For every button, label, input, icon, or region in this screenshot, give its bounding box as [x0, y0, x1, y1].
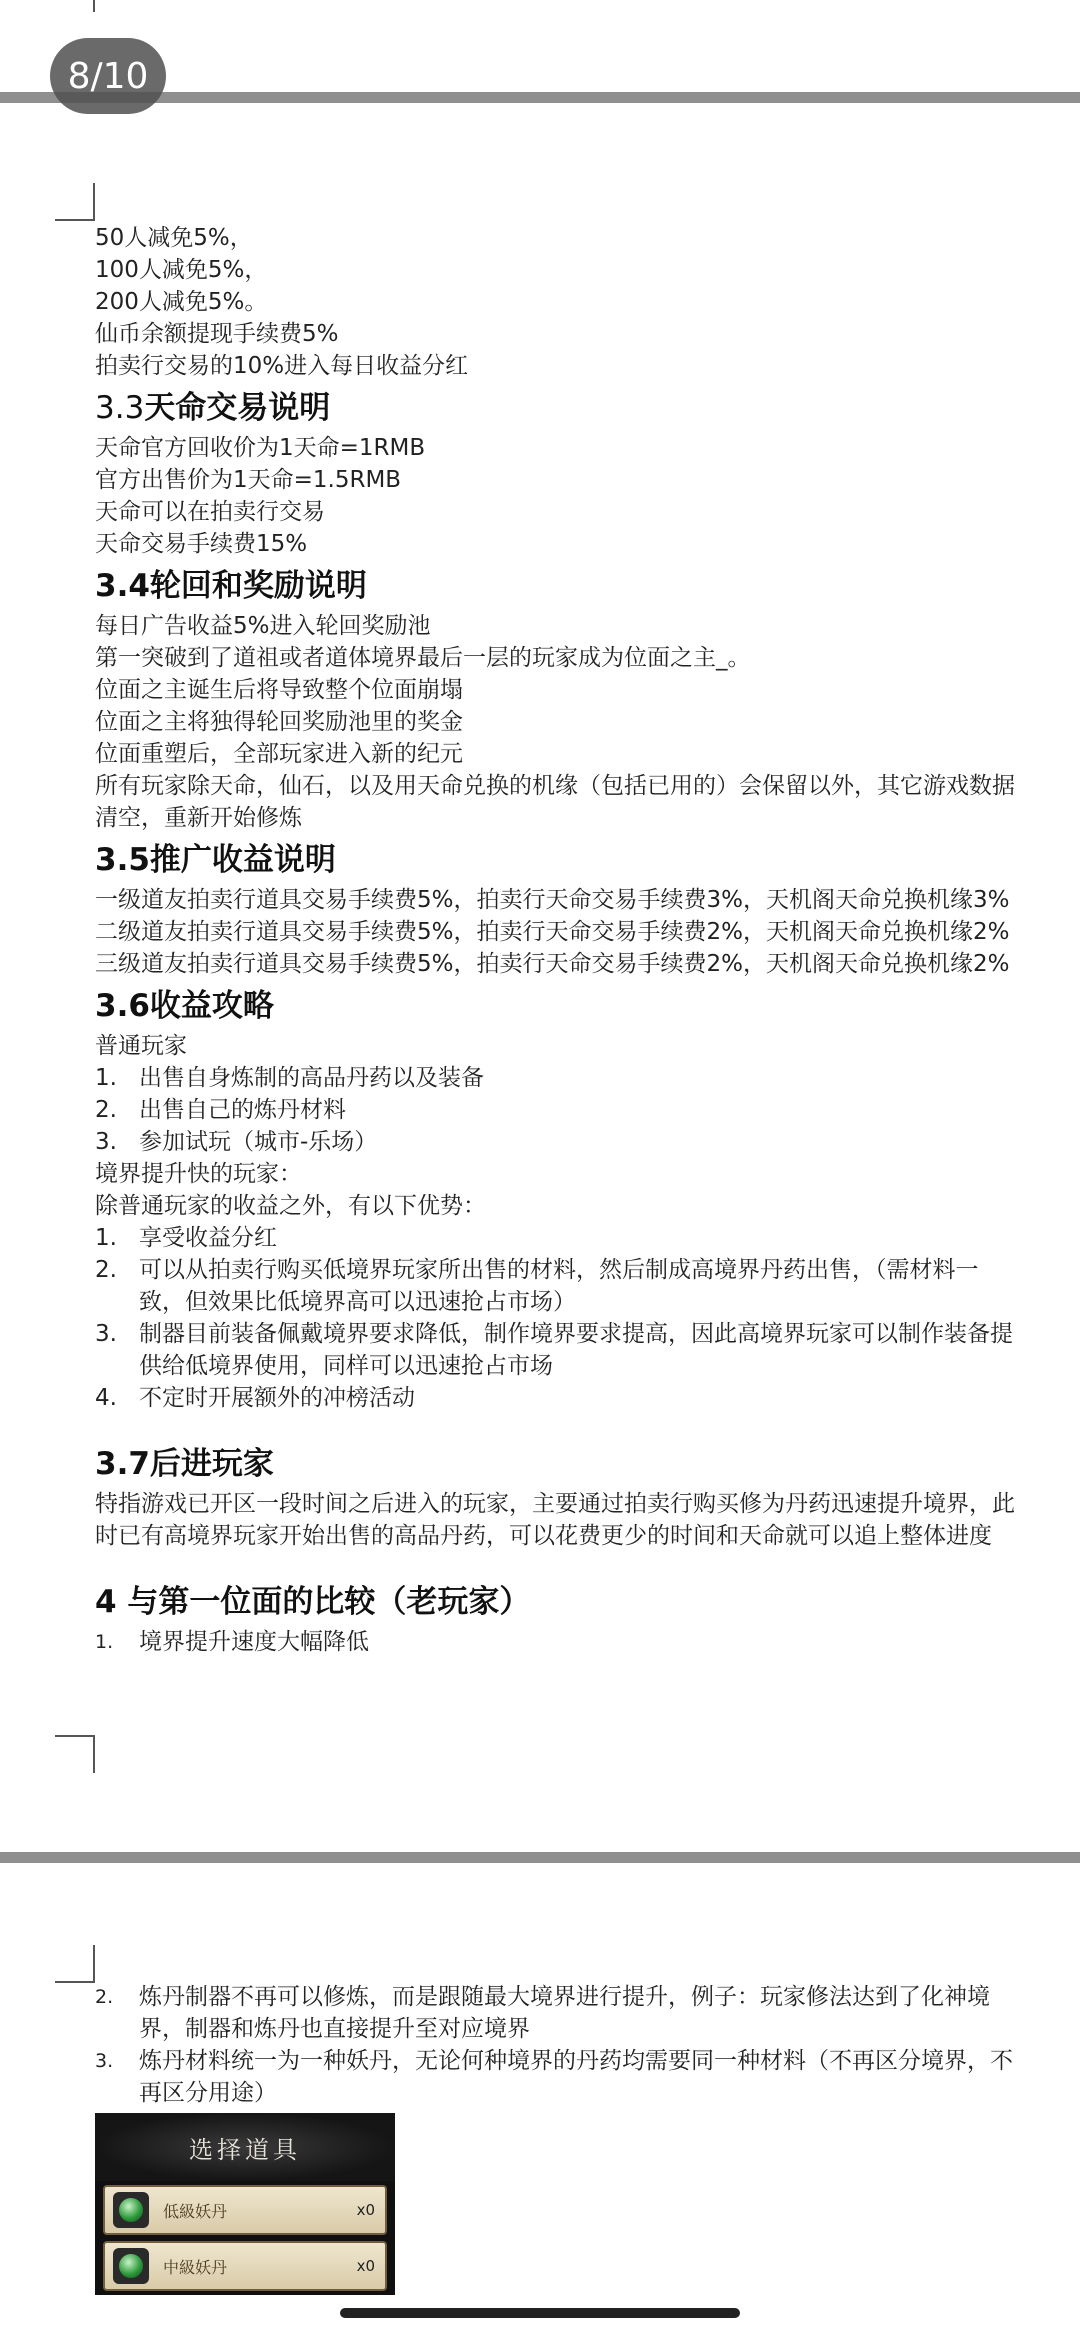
item-qty: x0 — [356, 2257, 375, 2275]
list-item-text: 炼丹制器不再可以修炼，而是跟随最大境界进行提升，例子：玩家修法达到了化神境 — [139, 1984, 990, 2010]
list-item — [95, 2077, 1080, 2109]
text-line: 200人减免5%。 — [95, 289, 268, 315]
item-row — [103, 2241, 387, 2291]
game-item-select-screenshot — [95, 2113, 395, 2295]
list-item-text: 不定时开展额外的冲榜活动 — [139, 1385, 415, 1411]
text-line: 仙币余额提现手续费5% — [95, 321, 339, 347]
text-line: 二级道友拍卖行道具交易手续费5%，拍卖行天命交易手续费2%，天机阁天命兑换机缘2% — [95, 919, 1010, 945]
text-line: 清空，重新开始修炼 — [95, 805, 302, 831]
list-number: 2. — [95, 1986, 114, 2008]
list-number: 2. — [95, 1097, 117, 1123]
list-item — [95, 1350, 1080, 1382]
fee-lines — [95, 222, 1080, 382]
list-item — [95, 1318, 1080, 1350]
demon-core-icon — [113, 2248, 149, 2284]
list-item — [95, 1062, 1080, 1094]
list-item-text: 再区分用途） — [139, 2080, 277, 2106]
section-heading-4: 4 与第一位面的比较（老玩家） — [95, 1584, 531, 1620]
list-item-text: 享受收益分红 — [139, 1225, 277, 1251]
list-item — [95, 1126, 1080, 1158]
demon-core-icon — [113, 2192, 149, 2228]
text-line: 天命可以在拍卖行交易 — [95, 499, 325, 525]
section-heading-3-3: 3.3天命交易说明 — [95, 390, 331, 426]
list-item — [95, 1222, 1080, 1254]
list-number: 3. — [95, 1321, 117, 1347]
home-indicator[interactable] — [340, 2308, 740, 2318]
text-line: 一级道友拍卖行道具交易手续费5%，拍卖行天命交易手续费3%，天机阁天命兑换机缘3% — [95, 887, 1010, 913]
document-page-2 — [95, 1981, 1080, 2109]
text-line: 拍卖行交易的10%进入每日收益分红 — [95, 353, 469, 379]
text-line: 所有玩家除天命，仙石，以及用天命兑换的机缘（包括已用的）会保留以外，其它游戏数据 — [95, 773, 1015, 799]
section-heading-3-6: 3.6收益攻略 — [95, 988, 274, 1024]
fast-player-intro: 除普通玩家的收益之外，有以下优势： — [95, 1193, 486, 1219]
list-item — [95, 1626, 1080, 1658]
text-line: 位面之主诞生后将导致整个位面崩塌 — [95, 677, 463, 703]
list-item-text: 炼丹材料统一为一种妖丹，无论何种境界的丹药均需要同一种材料（不再区分境界，不 — [139, 2048, 1013, 2074]
section-heading-3-5: 3.5推广收益说明 — [95, 842, 336, 878]
list-number: 1. — [95, 1631, 114, 1653]
list-item-text: 界，制器和炼丹也直接提升至对应境界 — [139, 2016, 530, 2042]
list-item — [95, 2013, 1080, 2045]
item-qty: x0 — [356, 2201, 375, 2219]
list-item — [95, 2045, 1080, 2077]
text-line: 位面之主将独得轮回奖励池里的奖金 — [95, 709, 463, 735]
list-item-text: 可以从拍卖行购买低境界玩家所出售的材料，然后制成高境界丹药出售，（需材料一 — [139, 1257, 979, 1283]
panel-title: 选择道具 — [95, 2113, 395, 2181]
text-line: 50人减免5%， — [95, 225, 253, 251]
text-line: 第一突破到了道祖或者道体境界最后一层的玩家成为位面之主_。 — [95, 645, 751, 671]
section-heading-3-4: 3.4轮回和奖励说明 — [95, 568, 367, 604]
section-heading-3-7: 3.7后进玩家 — [95, 1446, 274, 1482]
list-number: 3. — [95, 2050, 114, 2072]
list-item — [95, 1094, 1080, 1126]
list-item-text: 出售自己的炼丹材料 — [139, 1097, 346, 1123]
text-line: 100人减免5%， — [95, 257, 268, 283]
text-line: 三级道友拍卖行道具交易手续费5%，拍卖行天命交易手续费2%，天机阁天命兑换机缘2% — [95, 951, 1010, 977]
item-row — [103, 2185, 387, 2235]
fast-player-label: 境界提升快的玩家： — [95, 1161, 302, 1187]
list-number: 2. — [95, 1257, 117, 1283]
list-item — [95, 1981, 1080, 2013]
item-name: 中級妖丹 — [163, 2257, 228, 2277]
list-item-text: 境界提升速度大幅降低 — [139, 1629, 369, 1655]
list-number: 1. — [95, 1065, 117, 1091]
text-line: 每日广告收益5%进入轮回奖励池 — [95, 613, 431, 639]
list-number: 3. — [95, 1129, 117, 1155]
text-line: 位面重塑后，全部玩家进入新的纪元 — [95, 741, 463, 767]
list-item-text: 出售自身炼制的高品丹药以及装备 — [139, 1065, 484, 1091]
normal-player-label: 普通玩家 — [95, 1033, 187, 1059]
document-page-1 — [95, 222, 1080, 1658]
list-item-text: 供给低境界使用，同样可以迅速抢占市场 — [139, 1353, 553, 1379]
list-item — [95, 1254, 1080, 1286]
text-line: 天命官方回收价为1天命=1RMB — [95, 435, 426, 461]
text-line: 官方出售价为1天命=1.5RMB — [95, 467, 402, 493]
text-line: 特指游戏已开区一段时间之后进入的玩家，主要通过拍卖行购买修为丹药迅速提升境界，此 — [95, 1491, 1015, 1517]
list-item-text: 致，但效果比低境界高可以迅速抢占市场） — [139, 1289, 576, 1315]
list-item-text: 参加试玩（城市-乐场） — [139, 1129, 378, 1155]
list-item — [95, 1286, 1080, 1318]
item-name: 低級妖丹 — [163, 2201, 228, 2221]
list-number: 1. — [95, 1225, 117, 1251]
list-item — [95, 1382, 1080, 1414]
page-separator — [0, 1852, 1080, 1863]
page-separator — [0, 92, 1080, 103]
text-line: 天命交易手续费15% — [95, 531, 308, 557]
page-indicator: 8/10 — [50, 38, 166, 114]
list-item-text: 制器目前装备佩戴境界要求降低，制作境界要求提高，因此高境界玩家可以制作装备提 — [139, 1321, 1013, 1347]
text-line: 时已有高境界玩家开始出售的高品丹药，可以花费更少的时间和天命就可以追上整体进度 — [95, 1523, 992, 1549]
list-number: 4. — [95, 1385, 117, 1411]
